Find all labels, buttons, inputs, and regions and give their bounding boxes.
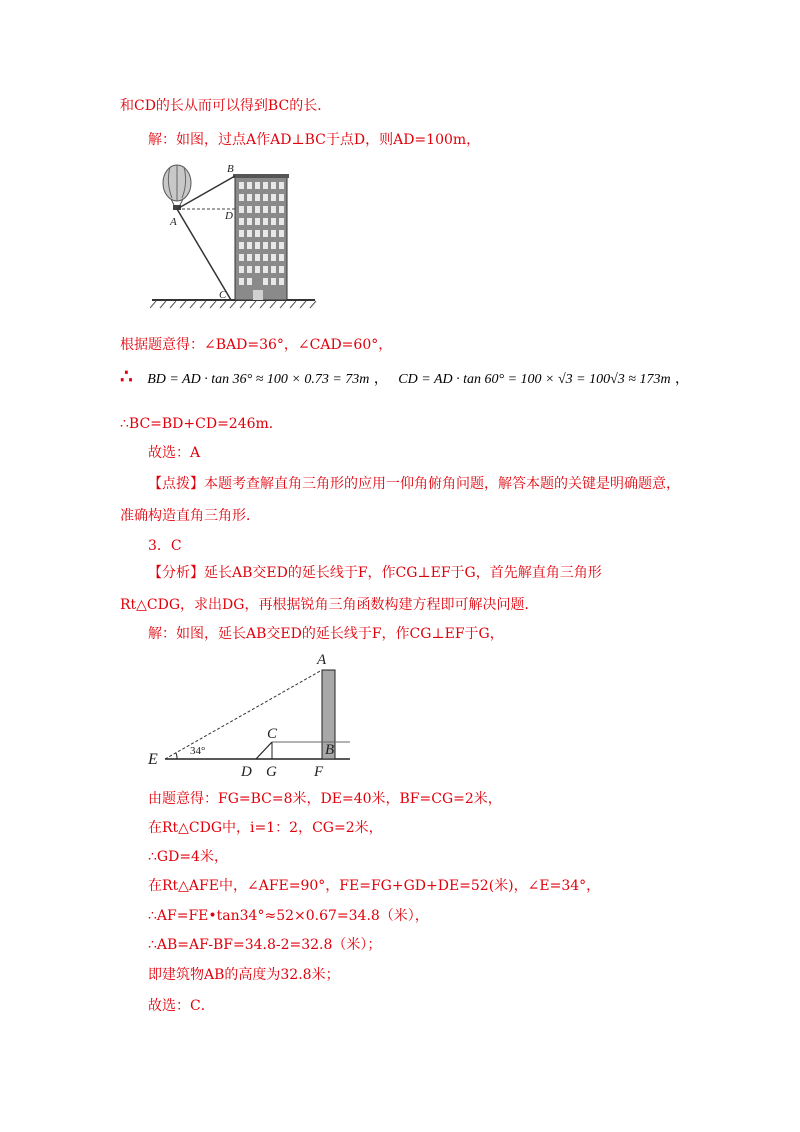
therefore-symbol: ∴: [120, 364, 133, 388]
fig2-label-c: C: [267, 726, 278, 742]
text-line-2: 解：如图，过点A作AD⊥BC于点D，则AD=100m，: [148, 132, 481, 148]
text-line-16: 在Rt△AFE中，∠AFE=90°，FE=FG+GD+DE=52(米)，∠E=34°，: [148, 878, 601, 894]
text-line-9: 3．C: [148, 538, 182, 554]
formula-line: [120, 366, 689, 392]
fig2-label-g: G: [266, 764, 277, 780]
balloon-building-figure: [150, 158, 320, 316]
fig1-label-a: A: [170, 216, 177, 228]
text-line-20: 故选：C．: [148, 998, 215, 1014]
text-line-18: ∴AB=AF-BF=34.8-2=32.8（米）；: [148, 937, 382, 953]
fig1-label-c: C: [219, 289, 227, 301]
text-line-5: ∴BC=BD+CD=246m．: [120, 416, 283, 432]
text-line-13: 由题意得：FG=BC=8米，DE=40米，BF=CG=2米，: [148, 791, 502, 807]
text-line-7: 【点拨】本题考查解直角三角形的应用一仰角俯角问题，解答本题的关键是明确题意，: [148, 476, 680, 492]
fig2-label-a: A: [317, 652, 327, 668]
fig2-angle-label: 34°: [190, 745, 206, 757]
fig2-label-f: F: [314, 764, 324, 780]
fig1-label-b: B: [227, 163, 234, 175]
text-line-11: Rt△CDG，求出DG，再根据锐角三角函数构建方程即可解决问题．: [120, 597, 539, 613]
text-line-15: ∴GD=4米，: [148, 849, 228, 865]
fig1-label-d: D: [225, 210, 233, 222]
fig2-label-b: B: [325, 742, 335, 758]
comma-2: ，: [675, 371, 690, 387]
text-line-14: 在Rt△CDG中，i=1：2，CG=2米，: [148, 820, 383, 836]
text-line-10: 【分析】延长AB交ED的延长线于F，作CG⊥EF于G，首先解直角三角形: [148, 565, 602, 581]
text-line-3: 根据题意得：∠BAD=36°，∠CAD=60°，: [120, 337, 393, 353]
bd-formula: BD = AD · tan 36° ≈ 100 × 0.73 = 73m: [147, 372, 370, 387]
cd-formula: CD = AD · tan 60° = 100 × √3 = 100√3 ≈ 173m: [398, 372, 671, 387]
text-line-6: 故选：A: [148, 445, 201, 461]
text-line-8: 准确构造直角三角形．: [120, 508, 260, 524]
text-line-17: ∴AF=FE•tan34°≈52×0.67=34.8（米），: [148, 908, 429, 924]
comma-1: ，: [373, 371, 388, 387]
text-line-1: 和CD的长从而可以得到BC的长．: [120, 98, 332, 114]
fig2-label-e: E: [148, 751, 158, 768]
text-line-12: 解：如图，延长AB交ED的延长线于F，作CG⊥EF于G，: [148, 626, 504, 642]
building-slope-figure: [145, 648, 365, 780]
fig2-label-d: D: [241, 764, 252, 780]
text-line-19: 即建筑物AB的高度为32.8米；: [148, 967, 340, 983]
